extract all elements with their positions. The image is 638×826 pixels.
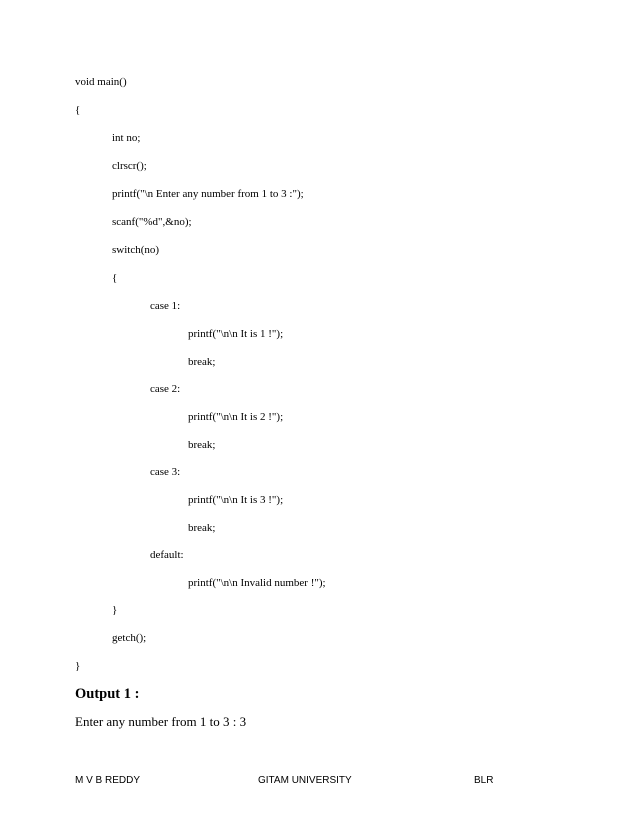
footer-institution: GITAM UNIVERSITY <box>258 775 352 786</box>
output-text: Enter any number from 1 to 3 : 3 <box>75 714 247 729</box>
code-line: case 2: <box>150 383 181 395</box>
code-line: int no; <box>112 132 141 144</box>
footer-author: M V B REDDY <box>75 775 141 786</box>
code-line: { <box>75 104 81 116</box>
code-line: printf("\n\n It is 2 !"); <box>188 411 284 423</box>
footer-location: BLR <box>474 775 494 786</box>
code-line: } <box>75 660 81 672</box>
code-line: } <box>112 604 118 616</box>
code-line: printf("\n Enter any number from 1 to 3 :"); <box>112 188 304 200</box>
code-line: break; <box>188 356 216 368</box>
code-line: break; <box>188 522 216 534</box>
code-line: printf("\n\n Invalid number !"); <box>188 577 326 589</box>
code-line: getch(); <box>112 632 147 644</box>
code-line: break; <box>188 439 216 451</box>
code-line: clrscr(); <box>112 160 147 172</box>
code-line: printf("\n\n It is 1 !"); <box>188 328 284 340</box>
code-line: switch(no) <box>112 244 160 256</box>
output-heading: Output 1 : <box>75 686 140 702</box>
code-line: void main() <box>75 76 127 88</box>
code-line: scanf("%d",&no); <box>112 216 192 228</box>
code-line: default: <box>150 549 184 561</box>
code-line: { <box>112 272 118 284</box>
code-line: case 1: <box>150 300 181 312</box>
code-line: printf("\n\n It is 3 !"); <box>188 494 284 506</box>
code-line: case 3: <box>150 466 181 478</box>
